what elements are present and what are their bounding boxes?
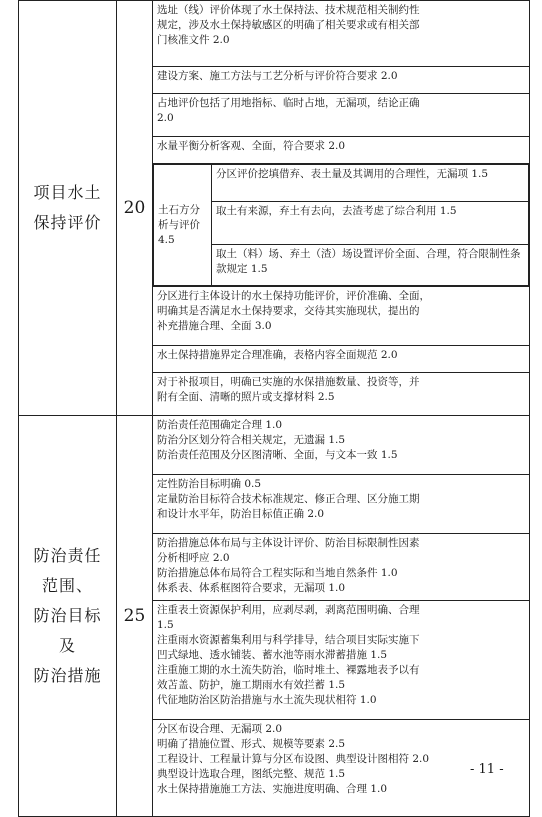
criterion-line: 无漏项 1.5: [436, 168, 489, 180]
criterion-line: 注重雨水资源蓄集利用与科学排导，结合项目实际实施下: [157, 634, 420, 646]
criterion-line: 工程设计、工程量计算与分区布设图、典型设计图相符 2.0: [157, 753, 430, 765]
criterion-line: 分区布设合理、无漏项 2.0: [157, 723, 283, 735]
earthwork-subitem: [212, 245, 529, 286]
criterion-cell: [153, 1, 530, 67]
criterion-line: 选址（线）评价体现了水土保持法、技术规范相关制约性: [157, 4, 420, 16]
criterion-line: 防治责任范围及分区图清晰、全面，与文本一致 1.5: [157, 449, 398, 461]
criterion-line: 分析相呼应 2.0: [157, 552, 230, 564]
section-title-line: 及: [58, 636, 76, 655]
criterion-line: 明确了措施位置、形式、规模等要素 2.5: [157, 738, 346, 750]
criterion-cell: [153, 475, 530, 534]
section-title-line: 防治措施: [33, 666, 102, 685]
earthwork-label: [154, 165, 212, 286]
criterion-line: 水土保持措施施工方法、实施进度明确、合理 1.0: [157, 783, 388, 795]
criterion-line: 防治分区划分符合相关规定，无遗漏 1.5: [157, 434, 346, 446]
criterion-line: 2.0: [157, 112, 174, 124]
earthwork-subtable: [153, 164, 529, 286]
criterion-line: 占地评价包括了用地指标、临时占地，无漏项，结论正确: [157, 97, 420, 109]
criterion-cell: [153, 601, 530, 720]
evaluation-table: [18, 0, 530, 817]
section-score: 25: [117, 416, 153, 817]
criterion-line: 分区进行主体设计的水土保持功能评价，评价准确、全面，: [157, 290, 430, 302]
section-title-line: 防治目标: [33, 606, 102, 625]
criterion-cell: [153, 534, 530, 601]
earthwork-subitem: [212, 165, 529, 202]
criterion-cell: [153, 416, 530, 475]
section-title: [19, 416, 117, 817]
criterion-line: 规定，涉及水土保持敏感区的明确了相关要求或有相关部: [157, 19, 420, 31]
criterion-line: 1.5: [157, 619, 174, 631]
criterion-line: 补充措施合理、全面 3.0: [157, 320, 272, 332]
criterion-line: 定性防治目标明确 0.5: [157, 478, 262, 490]
criterion-cell: [153, 346, 530, 373]
earthwork-cell: [153, 164, 530, 287]
criterion-line: 定量防治目标符合技术标准规定、修正合理、区分施工期: [157, 493, 420, 505]
criterion-line: 典型设计选取合理，图纸完整、规范 1.5: [157, 768, 346, 780]
criterion-line: 防治措施总体布局符合工程实际和当地自然条件 1.0: [157, 567, 398, 579]
criterion-line: 效苫盖、防护，施工期雨水有效拦蓄 1.5: [157, 679, 346, 691]
criterion-line: 对于补报项目，明确已实施的水保措施数量、投资等，并: [157, 376, 420, 388]
criterion-line: 水土保持措施界定合理准确，表格内容全面规范 2.0: [157, 349, 398, 361]
criterion-line: 水量平衡分析客观、全面，符合要求 2.0: [157, 140, 346, 152]
criterion-cell: [153, 67, 530, 94]
criterion-cell: [153, 287, 530, 346]
section-score: 20: [117, 1, 153, 416]
section-title-line: 项目水土: [33, 183, 102, 202]
criterion-cell: [153, 137, 530, 164]
criterion-line: 建设方案、施工方法与工艺分析与评价符合要求 2.0: [157, 70, 398, 82]
criterion-line: 防治措施总体布局与主体设计评价、防治目标限制性因素: [157, 537, 420, 549]
criterion-line: 凹式绿地、透水铺装、蓄水池等雨水滞蓄措施 1.5: [157, 649, 388, 661]
criterion-line: 代征地防治区防治措施与水土流失现状相符 1.0: [157, 694, 377, 706]
criterion-line: 附有全面、清晰的照片或支撑材料 2.5: [157, 391, 335, 403]
criterion-line: 注重施工期的水土流失防治，临时堆土、裸露地表予以有: [157, 664, 420, 676]
criterion-line: 合理，符合限制性条款规定 1.5: [216, 248, 521, 275]
criterion-line: 取土有来源，弃土有去向，去渣考虑了综合利: [216, 205, 426, 217]
section-title: [19, 1, 117, 416]
section-title-line: 范围、: [41, 576, 93, 595]
criterion-cell: [153, 373, 530, 416]
criterion-line: 门核准文件 2.0: [157, 34, 230, 46]
criterion-line: 用 1.5: [426, 205, 457, 217]
criterion-line: 和设计水平年，防治目标值正确 2.0: [157, 508, 325, 520]
criterion-line: 分区评价挖填借弃、表土量及其调用的合理性，: [216, 168, 437, 180]
criterion-line: 4.5: [158, 233, 175, 246]
criterion-line: 土石方分: [158, 203, 200, 216]
criterion-line: 注重表土资源保护利用，应剥尽剥，剥离范围明确、合理: [157, 604, 420, 616]
section-title-line: 防治责任: [33, 546, 102, 565]
section-title-line: 保持评价: [33, 213, 102, 232]
criterion-line: 明确其是否满足水土保持要求，交待其实施现状，提出的: [157, 305, 420, 317]
criterion-line: 析与评价: [158, 218, 200, 231]
page-number: - 11 -: [470, 762, 504, 777]
criterion-line: 防治责任范围确定合理 1.0: [157, 419, 283, 431]
criterion-line: 体系表、体系框图符合要求，无漏项 1.0: [157, 582, 346, 594]
earthwork-subitem: [212, 202, 529, 245]
criterion-line: 取土（料）场、弃土（渣）场设置评价全面、: [216, 248, 426, 260]
criterion-cell: [153, 94, 530, 137]
